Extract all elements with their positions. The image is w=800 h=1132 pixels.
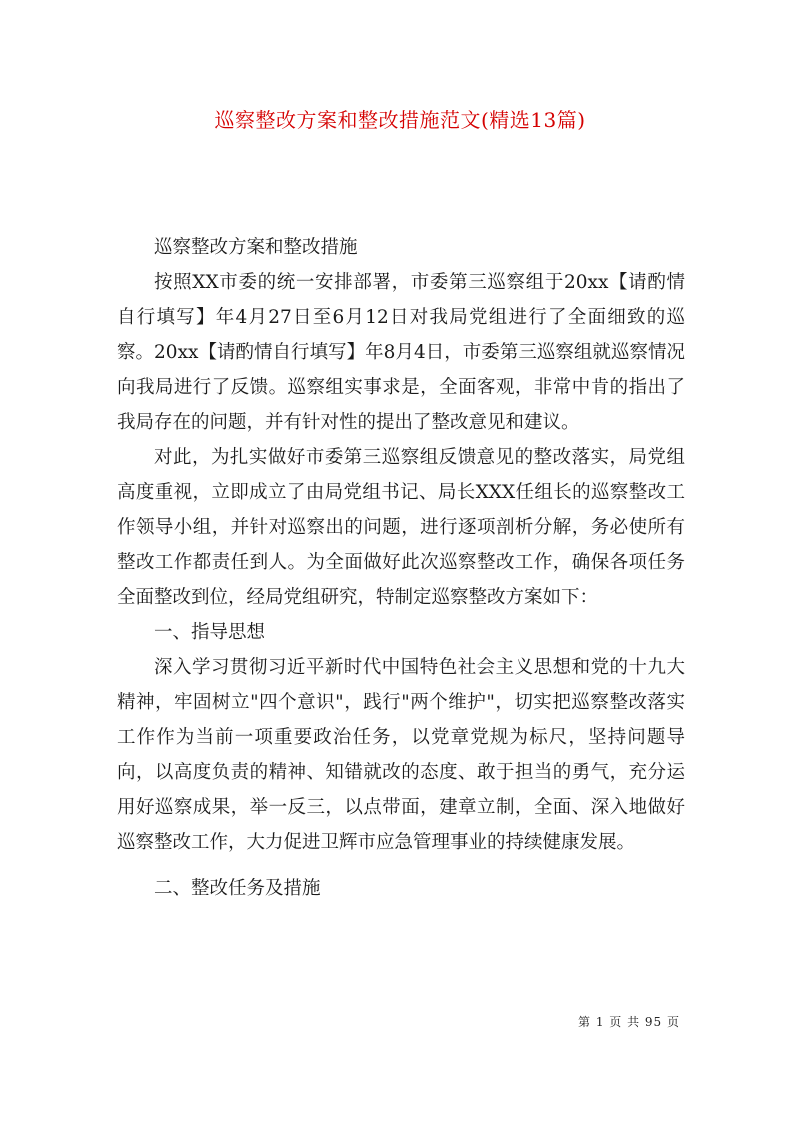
document-title: 巡察整改方案和整改措施范文(精选13篇): [214, 108, 586, 132]
section-heading-2: 二、整改任务及措施: [154, 878, 321, 899]
body-paragraph-2: 对此，为扎实做好市委第三巡察组反馈意见的整改落实，局党组高度重视，立即成立了由局党组书记、局长XXX任组长的巡察整改工作领导小组，并针对巡察出的问题，进行逐项剖析分解，务必使所有整改工作都责任到人。为全面做好此次巡察整改工作，确保各项任务全面整改到位，经局党组研究，特制定巡察整改方案如下：: [117, 447, 685, 608]
section-heading-1: 一、指导思想: [154, 622, 266, 643]
section-1-paragraph: 深入学习贯彻习近平新时代中国特色社会主义思想和党的十九大精神，牢固树立"四个意识"，践行"两个维护"，切实把巡察整改落实工作作为当前一项重要政治任务，以党章党规为标尺，坚持问题导向，以高度负责的精神、知错就改的态度、敢于担当的勇气，充分运用好巡察成果，举一反三，以点带面，建章立制，全面、深入地做好巡察整改工作，大力促进卫辉市应急管理事业的持续健康发展。: [117, 657, 685, 853]
spacer: [117, 860, 685, 871]
page-number-footer: 第 1 页 共 95 页: [578, 1015, 680, 1029]
document-subtitle: 巡察整改方案和整改措施: [154, 237, 358, 258]
body-paragraph-1: 按照XX市委的统一安排部署，市委第三巡察组于20xx【请酌情自行填写】年4月27日至6月12日对我局党组进行了全面细致的巡察。20xx【请酌情自行填写】年8月4日，市委第三巡察组就巡察情况向我局进行了反馈。巡察组实事求是，全面客观，非常中肯的指出了我局存在的问题，并有针对性的提出了整改意见和建议。: [117, 272, 685, 433]
document-body: [117, 230, 685, 906]
